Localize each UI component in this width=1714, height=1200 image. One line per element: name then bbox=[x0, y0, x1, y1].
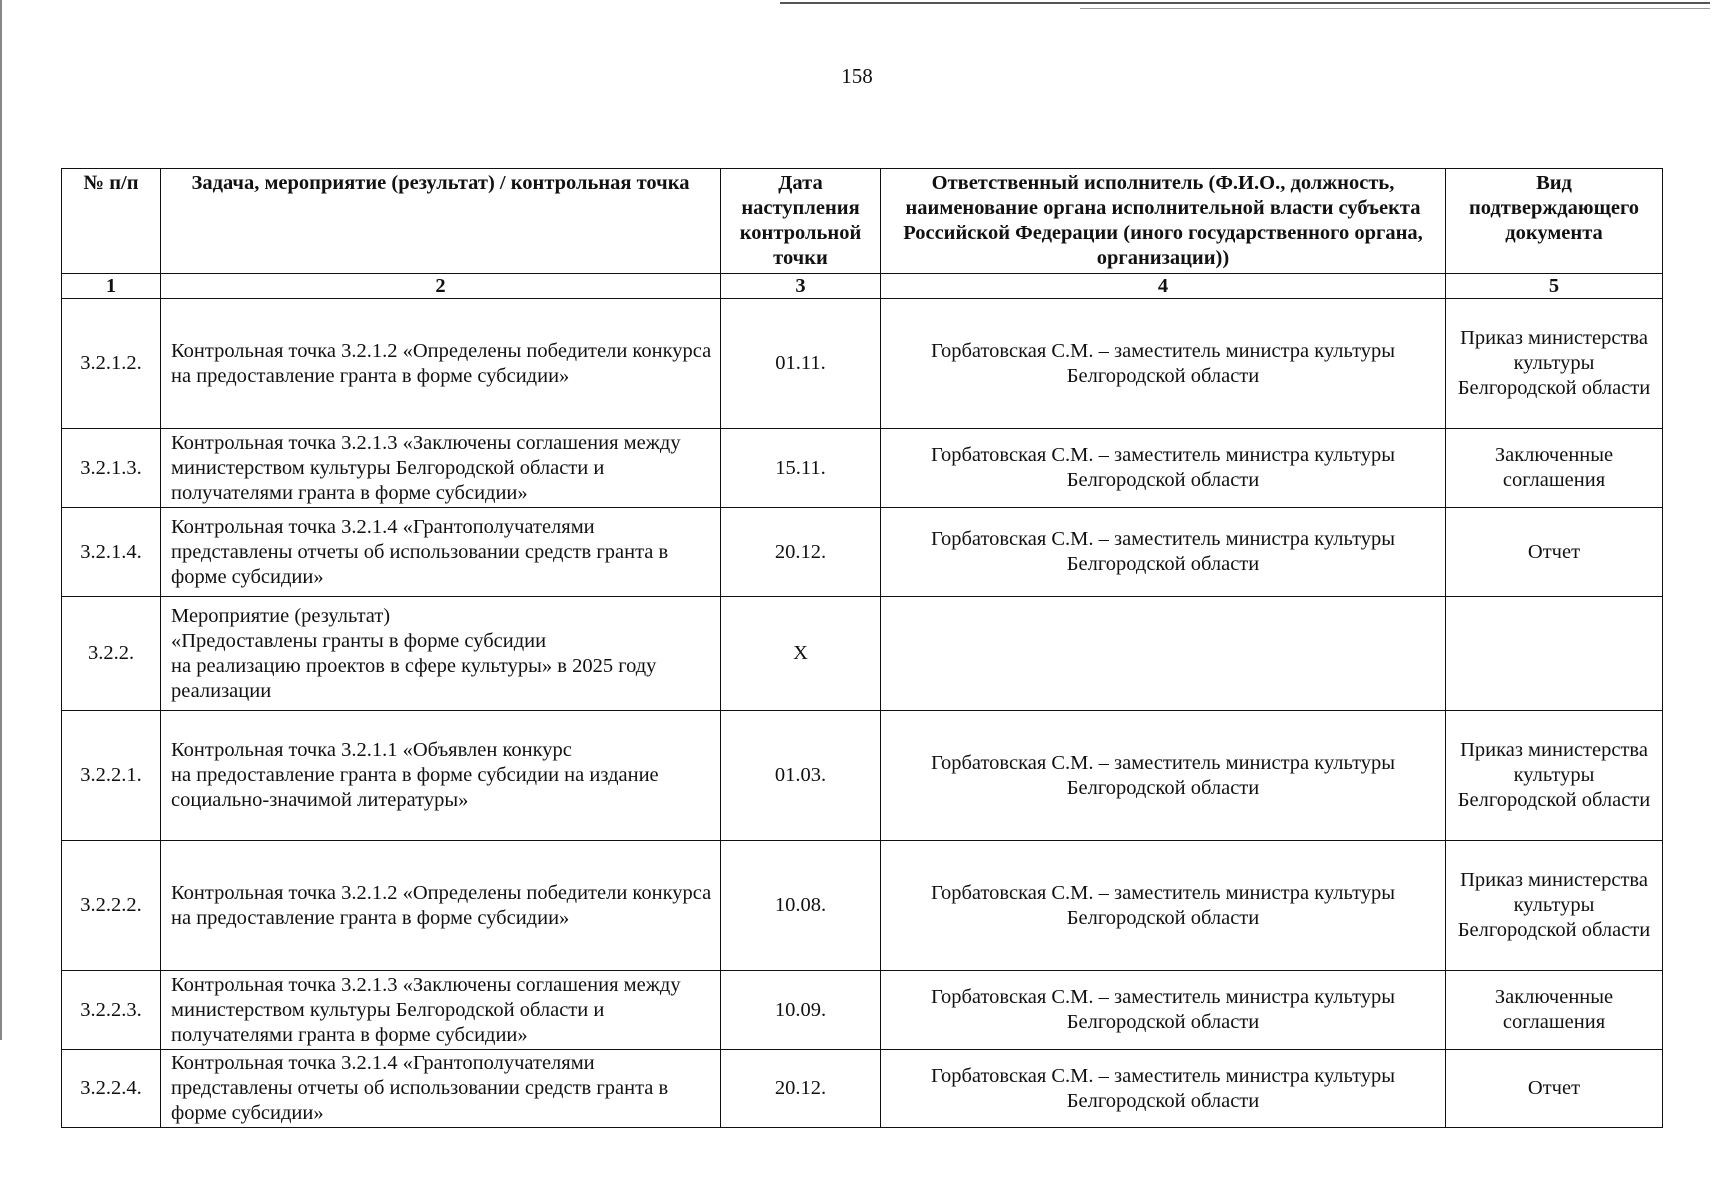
row-task: Мероприятие (результат) «Предоставлены гранты в форме субсидии на реализацию проектов в сфере культуры» в 2025 году реализации bbox=[161, 597, 721, 711]
row-task: Контрольная точка 3.2.1.1 «Объявлен конкурс на предоставление гранта в форме субсидии на издание социально-значимой литературы» bbox=[161, 711, 721, 841]
row-document: Приказ министерства культуры Белгородской области bbox=[1446, 299, 1663, 429]
row-number: 3.2.2. bbox=[62, 597, 161, 711]
table-row bbox=[62, 841, 1663, 971]
header-document: Вид подтверждающего документа bbox=[1446, 169, 1663, 274]
row-task: Контрольная точка 3.2.1.2 «Определены победители конкурса на предоставление гранта в форме субсидии» bbox=[161, 299, 721, 429]
row-task: Контрольная точка 3.2.1.4 «Грантополучателями представлены отчеты об использовании средств гранта в форме субсидии» bbox=[161, 1050, 721, 1128]
table-row bbox=[62, 429, 1663, 508]
header-date: Дата наступления контрольной точки bbox=[721, 169, 881, 274]
row-number: 3.2.1.4. bbox=[62, 508, 161, 597]
scan-edge-line bbox=[0, 0, 2, 1040]
table-row bbox=[62, 971, 1663, 1050]
row-number: 3.2.2.1. bbox=[62, 711, 161, 841]
row-responsible: Горбатовская С.М. – заместитель министра культуры Белгородской области bbox=[881, 971, 1446, 1050]
scan-edge-line bbox=[780, 2, 1710, 4]
row-responsible bbox=[881, 597, 1446, 711]
table-row bbox=[62, 711, 1663, 841]
column-number-row bbox=[62, 274, 1663, 299]
row-task: Контрольная точка 3.2.1.3 «Заключены соглашения между министерством культуры Белгородской области и получателями гранта в форме субсидии» bbox=[161, 971, 721, 1050]
row-number: 3.2.2.3. bbox=[62, 971, 161, 1050]
column-number: 4 bbox=[881, 274, 1446, 299]
header-number: № п/п bbox=[62, 169, 161, 274]
row-document: Отчет bbox=[1446, 508, 1663, 597]
header-task: Задача, мероприятие (результат) / контрольная точка bbox=[161, 169, 721, 274]
row-responsible: Горбатовская С.М. – заместитель министра культуры Белгородской области bbox=[881, 711, 1446, 841]
row-number: 3.2.2.4. bbox=[62, 1050, 161, 1128]
row-document: Приказ министерства культуры Белгородской области bbox=[1446, 841, 1663, 971]
row-date: 20.12. bbox=[721, 508, 881, 597]
row-date: X bbox=[721, 597, 881, 711]
row-document: Отчет bbox=[1446, 1050, 1663, 1128]
row-task: Контрольная точка 3.2.1.3 «Заключены соглашения между министерством культуры Белгородской области и получателями гранта в форме субсидии» bbox=[161, 429, 721, 508]
scan-edge-line bbox=[1080, 8, 1710, 9]
table-row bbox=[62, 597, 1663, 711]
row-responsible: Горбатовская С.М. – заместитель министра культуры Белгородской области bbox=[881, 508, 1446, 597]
row-responsible: Горбатовская С.М. – заместитель министра культуры Белгородской области bbox=[881, 1050, 1446, 1128]
column-number: 1 bbox=[62, 274, 161, 299]
row-document: Заключенные соглашения bbox=[1446, 971, 1663, 1050]
header-responsible: Ответственный исполнитель (Ф.И.О., должность, наименование органа исполнительной власти субъекта Российской Федерации (иного государственного органа, организации)) bbox=[881, 169, 1446, 274]
row-date: 15.11. bbox=[721, 429, 881, 508]
row-date: 01.03. bbox=[721, 711, 881, 841]
row-responsible: Горбатовская С.М. – заместитель министра культуры Белгородской области bbox=[881, 429, 1446, 508]
column-number: 5 bbox=[1446, 274, 1663, 299]
row-number: 3.2.1.2. bbox=[62, 299, 161, 429]
row-responsible: Горбатовская С.М. – заместитель министра культуры Белгородской области bbox=[881, 841, 1446, 971]
table-row bbox=[62, 508, 1663, 597]
table-row bbox=[62, 299, 1663, 429]
column-number: 2 bbox=[161, 274, 721, 299]
row-document: Приказ министерства культуры Белгородской области bbox=[1446, 711, 1663, 841]
table-header-row bbox=[62, 169, 1663, 274]
row-date: 10.08. bbox=[721, 841, 881, 971]
row-responsible: Горбатовская С.М. – заместитель министра культуры Белгородской области bbox=[881, 299, 1446, 429]
control-points-table bbox=[61, 168, 1663, 1128]
row-date: 01.11. bbox=[721, 299, 881, 429]
row-date: 20.12. bbox=[721, 1050, 881, 1128]
page-number: 158 bbox=[841, 64, 873, 88]
table-row bbox=[62, 1050, 1663, 1128]
column-number: 3 bbox=[721, 274, 881, 299]
row-document: Заключенные соглашения bbox=[1446, 429, 1663, 508]
row-task: Контрольная точка 3.2.1.2 «Определены победители конкурса на предоставление гранта в форме субсидии» bbox=[161, 841, 721, 971]
row-document bbox=[1446, 597, 1663, 711]
row-number: 3.2.1.3. bbox=[62, 429, 161, 508]
row-number: 3.2.2.2. bbox=[62, 841, 161, 971]
row-date: 10.09. bbox=[721, 971, 881, 1050]
row-task: Контрольная точка 3.2.1.4 «Грантополучателями представлены отчеты об использовании средств гранта в форме субсидии» bbox=[161, 508, 721, 597]
